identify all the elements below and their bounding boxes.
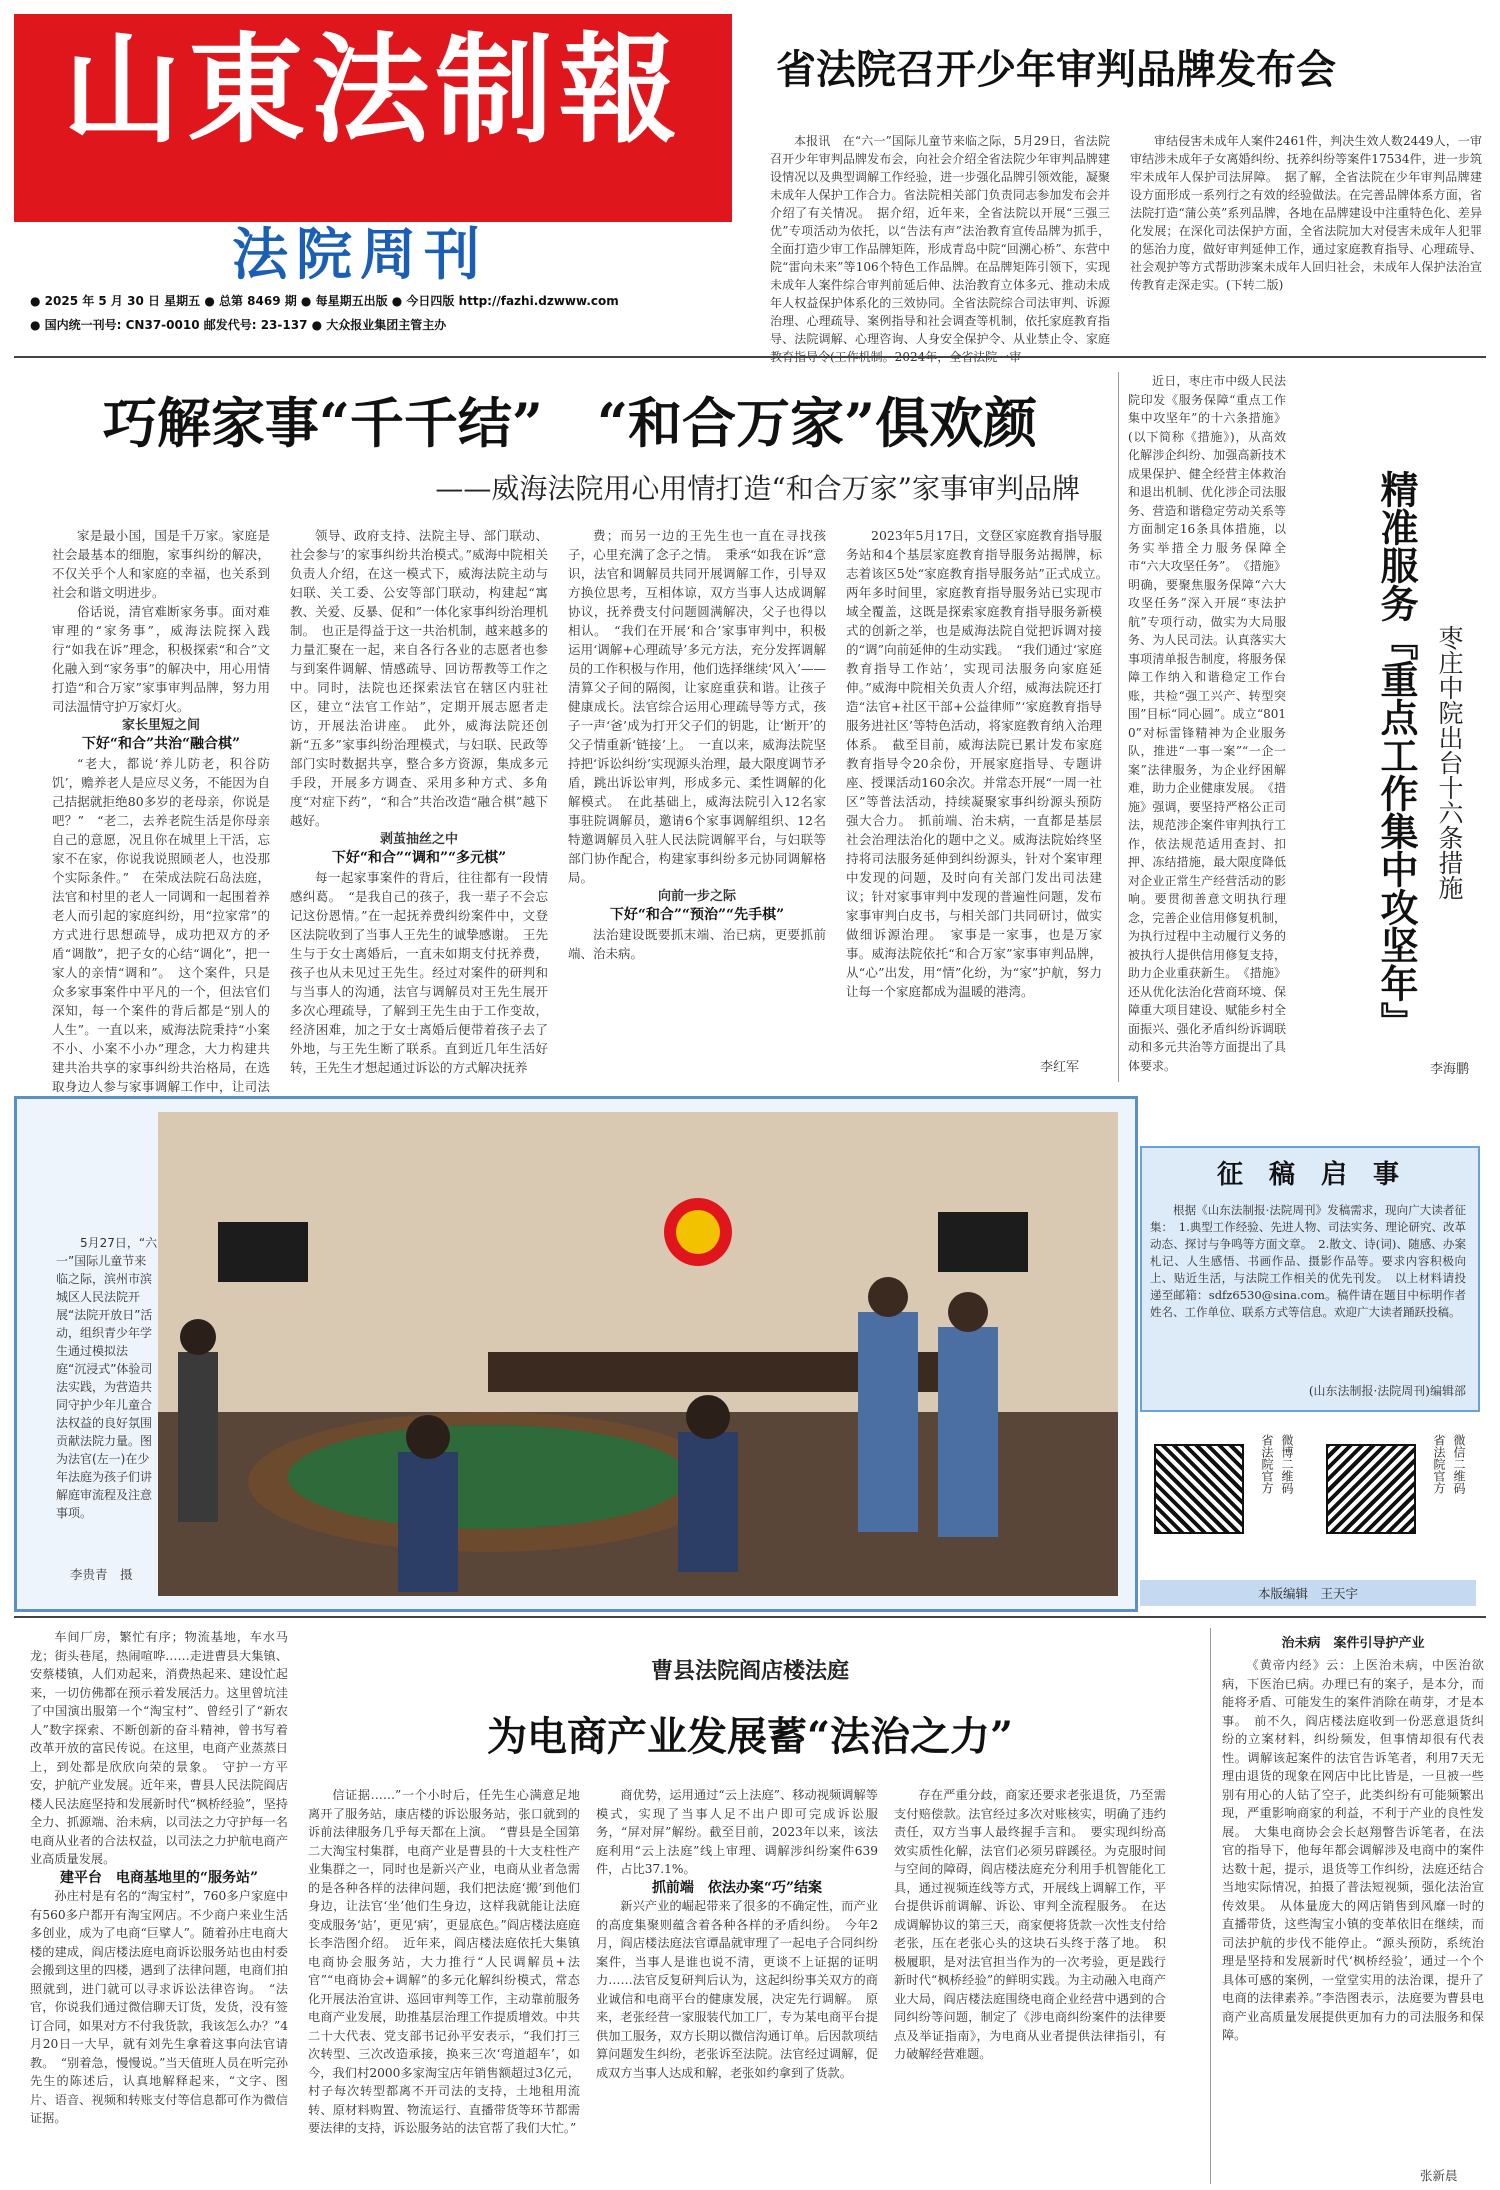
top-story-col2 xyxy=(1130,132,1482,348)
bottom-story-kicker: 曹县法院阎店楼法庭 xyxy=(650,1658,849,1684)
courtroom-photo xyxy=(158,1112,1118,1596)
paragraph: 《黄帝内经》云：上医治未病，中医治欲病，下医治已病。办理已有的案子，是本分，而能将矛盾、可能发生的案件消除在萌芽，才是本事。 前不久，阎店楼法庭收到一份恶意退货纠纷的立案材料，纠纷频发，但事情却很有代表性。调解该起案件的法官告诉笔者，利用7天无理由退货的现象在网店中比比皆是，一旦被一些别有用心的人钻了空子，此类纠纷有可能频繁出现，严重影响商家的利益，不利于产业的良性发展。 大集电商协会会长赵翔瞥告诉笔者，在法官的指导下，他每年都会调解涉及电商中的案件达数十起，提示，退货等工作纠纷，法庭还结合当地实际情况，拍摄了普法短视频，强化法治宣传效果。 从体量庞大的网店销售到风靡一时的直播带货，这些淘宝小镇的变革依旧在继续，而司法护航的步伐不能停止。“源头预防，系统治理是坚持和发展新时代‘枫桥经验’，通过一个个具体可感的案例，一堂堂实用的法治课，提升了电商的法律素养。”李浩图表示，法庭要为曹县电商产业高质量发展提供更加有力的司法服务和保障。 xyxy=(1222,1658,1484,2042)
main-story-col4 xyxy=(846,526,1115,1054)
photo-caption xyxy=(56,1234,158,1520)
main-story-col3 xyxy=(568,526,826,1076)
subhead: 家长里短之间 xyxy=(121,718,200,733)
notice-text: 根据《山东法制报·法院周刊》发稿需求，现向广大读者征集： 1.典型工作经验、先进人物、司法实务、理论研究、改革动态、探讨与争鸣等方面文章。 2.散文、诗(词)、随感、办案札记、人生感悟、书画作品、摄影作品等。要求内容积极向上、贴近生活，与法院工作相关的优先刊发。 以上材料请投递至邮箱：sdfz6530@sina.com。稿件请在题目中标明作者姓名、工作单位、联系方式等信息。欢迎广大读者踊跃投稿。 xyxy=(1150,1203,1466,1319)
newspaper-title: 山東法制報 xyxy=(62,20,683,159)
paragraph: 每一起家事案件的背后，往往都有一段情感纠葛。 “是我自己的孩子，我一辈子不会忘记这份恩情。”在一起抚养费纠纷案件中，文登区法院收到了当事人王先生的诚挚感谢。 王先生与于女士离婚后，一直未如期支付抚养费，孩子也从未见过王先生。经过对案件的研判和与当事人的沟通，法官与调解员对王先生展开多次心理疏导，了解到王先生由于工作变故，经济困难，加之于女士离婚后便带着孩子去了外地，与王先生断了联系。直到近几年生活好转，王先生才想起通过诉讼的方式解决抚养 xyxy=(290,870,548,1075)
top-story-text-2: 审结侵害未成年人案件2461件，判决生效人数2449人，一审审结涉未成年子女离婚纠纷、抚养纠纷等案件17534件，进一步筑牢未成年人保护司法屏障。 据了解，全省法院在少年审判品牌建设方面形成一系列行之有效的经验做法。在完善品牌体系方面，省法院打造“蒲公英”系列品牌，各地在品牌建设中注重特色化、差异化发展；在深化司法保护方面，全省法院加大对侵害未成年人犯罪的惩治力度，做好审判延伸工作，通过家庭教育指导、心理疏导、社会观护等方式帮助涉案未成年人回归社会，未成年人保护法治宣传教育走深走实。(下转二版) xyxy=(1130,134,1482,292)
paragraph: 费；而另一边的王先生也一直在寻找孩子，心里充满了念子之情。 秉承“如我在诉”意识，法官和调解员共同开展调解工作，引导双方换位思考，互相体谅，双方当事人达成调解协议，抚养费支付问题圆满解决，父子也得以相认。 “我们在开展‘和合’家事审判中，积极运用‘调解+心理疏导’多元方法，充分发挥调解员的工作积极与作用，他们选择继续‘风入’——清算父子间的隔阂，让家庭重获和谐。让孩子健康成长。法官综合运用心理疏导等方式，孩子一声‘爸’成为打开父子们的钥匙，让‘断开’的父子情重新‘链接’上。 一直以来，威海法院坚持把‘诉讼纠纷’实现源头治理，最大限度调节矛盾，跳出诉讼审判，形成多元、柔性调解的化解模式。 在此基础上，威海法院引入12名家事驻院调解员，邀请6个家事调解组织、12名特邀调解员入驻人民法院调解平台，与妇联等部门协作配合，构建家事纠纷多元协同调解格局。 xyxy=(568,528,826,885)
paragraph: 近日，枣庄市中级人民法院印发《服务保障“重点工作集中攻坚年”的十六条措施》(以下简称《措施》)，从高效化解涉企纠纷、加强高新技术成果保护、健全经营主体救治和退出机制、优化涉企司法服务、营造和谐稳定劳动关系等方面制定16条具体措施，以务实举措全力服务保障全市“六大攻坚任务”。 《措施》明确，要聚焦服务保障“六大攻坚任务”深入开展“枣法护航”专项行动，做实为大局服务、为人民司法。认真落实大事项清单报告制度，将服务保障工作纳入和谐稳定工作台账，共检“强工兴产、转型突围”目标“同心圆”。成立“8010”对标雷锋精神为企业服务队，推进“一事一案”“一企一案”法律服务，为企业纾困解难，助力企业健康发展。 《措施》强调，要坚持严格公正司法，规范涉企案件审判执行工作，依法规范适用查封、扣押、冻结措施，最大限度降低对企业正常生产经营活动的影响。要贯彻善意文明执行理念，完善企业信用修复机制，为执行过程中主动履行义务的被执行人提供信用修复支持，助力企业重获新生。 《措施》还从优化法治化营商环境、保障重大项目建设、赋能乡村全面振兴、强化矛盾纠纷诉调联动和多元共治等方面提出了具体要求。 xyxy=(1128,374,1286,1073)
bottom-story-col4 xyxy=(894,1786,1166,2184)
divider xyxy=(1210,1628,1211,2184)
bottom-story-col2 xyxy=(308,1786,580,2184)
bottom-story-col1 xyxy=(30,1628,288,2184)
paragraph: 家是最小国，国是千万家。家庭是社会最基本的细胞，家事纠纷的解决，不仅关乎个人和家庭的幸福，也关系到社会和谐文明进步。 xyxy=(52,528,270,600)
bottom-story-col3 xyxy=(596,1786,878,2184)
main-story-col2 xyxy=(290,526,548,1076)
issue-info: ● 2025 年 5 月 30 日 星期五 ● 总第 8469 期 ● 每星期五出版 ● 今日四版 http://fazhi.dzwww.com xyxy=(30,294,619,308)
editor-name: 本版编辑 王天宇 xyxy=(1257,1586,1358,1601)
notice-title: 征 稿 启 事 xyxy=(1216,1160,1399,1190)
bottom-story-byline: 张新晨 xyxy=(1420,2168,1458,2183)
main-story-col1 xyxy=(52,526,270,1094)
divider xyxy=(1118,372,1119,1082)
paragraph: 存在严重分歧，商家还要求老张退货，乃至需支付赔偿款。法官经过多次对账核实，明确了违约责任，双方当事人最终握手言和。 要实现纠纷高效实质性化解，法官们必须另辟蹊径。为克服时间与空间的障碍，阎店楼法庭充分利用手机智能化工具，通过视频连线等方式，开展线上调解工作，平台提供诉前调解、诉讼、审判全流程服务。 在达成调解协议的第三天，商家便将货款一次性支付给老张，压在老张心头的这块石头终于落了地。 积极履职，是对法官担当作为的一次考验，更是践行新时代“枫桥经验”的鲜明实践。为主动融入电商产业大局，阎店楼法庭围绕电商企业经营中遇到的合同纠纷等问题，制定了《涉电商纠纷案件的法律要点及举证指南》，为电商从业者提供法律指引，有力破解经营难题。 xyxy=(894,1788,1166,2061)
bottom-story-headline: 为电商产业发展蓄“法治之力” xyxy=(486,1713,1013,1760)
subhead: 剥茧抽丝之中 xyxy=(379,832,458,847)
subhead: 下好“和合”“调和”“多元棋” xyxy=(331,850,507,866)
photo-credit: 李贵青 摄 xyxy=(70,1567,133,1582)
subhead: 建平台 电商基地里的“服务站” xyxy=(59,1869,259,1886)
qr-label: 微信二维码 xyxy=(1452,1434,1466,1494)
paragraph: “老大，都说‘养儿防老，积谷防饥’，赡养老人是应尽义务，不能因为自己拮据就拒绝80多岁的老母亲，你说是吧？” “老二，去养老院生活是你母亲自己的意愿，况且你在城里上干活，忘家不在家，你说我说照顾老人，也没那个实际条件。” 在荣成法院石岛法庭，法官和村里的老人一同调和一起围着养老人而引起的家庭纠纷，用“拉家常”的方式进行思想疏导，成功把双方的矛盾“调散”，把子女的心结“调化”，把一家人的亲情“调和”。 这个案件，只是众多家事案件中平凡的一个，但法官们深知，每一个案件的背后都是“别人的人生”。一直以来，威海法院秉持“小案不小、小案不小办”理念，大力构建共建共治共享的家事纠纷共治格局，在选取身边人参与家事调解工作中，让司法 xyxy=(52,756,270,1094)
notice-sign: (山东法制报·法院周刊)编辑部 xyxy=(1308,1384,1466,1398)
paragraph: 法治建设既要抓末端、治已病，更要抓前端、治未病。 xyxy=(568,927,826,961)
right-story-byline: 李海鹏 xyxy=(1430,1062,1470,1077)
masthead-banner xyxy=(14,14,732,222)
section-title: 法院周刊 xyxy=(232,223,488,288)
qr-label: 微博二维码 xyxy=(1280,1434,1294,1494)
subhead: 下好“和合”“预治”“先手棋” xyxy=(609,907,785,923)
top-story-col1 xyxy=(770,132,1110,348)
photo-caption-text: 5月27日，“六一”国际儿童节来临之际，滨州市滨城区人民法院开展“法院开放日”活动，组织青少年学生通过模拟法庭“沉浸式”体验司法实践，为营造共同守护少年儿童合法权益的良好氛围贡献法院力量。图为法官(左一)在少年法庭为孩子们讲解庭审流程及注意事项。 xyxy=(56,1236,158,1520)
paragraph: 俗话说，清官难断家务事。面对难审理的“家务事”，威海法院探入践行“如我在诉”理念，积极探索“和合”文化融入到“家务事”的解决中，用心用情打造“和合万家”家事审判品牌，努力用司法温情守护万家灯火。 xyxy=(52,604,270,714)
weibo-qr-code[interactable] xyxy=(1154,1444,1244,1534)
right-story-subheadline: 枣庄中院出台十六条措施 xyxy=(1435,625,1464,900)
bottom-story-col5 xyxy=(1222,1656,1484,2166)
right-story-headline: 精准服务『重点工作集中攻坚年』 xyxy=(1374,470,1419,1040)
right-story-body xyxy=(1128,372,1286,1082)
paragraph: 领导、政府支持、法院主导、部门联动、社会参与’的家事纠纷共治模式。”威海中院相关负责人介绍，在这一模式下，威海法院主动与妇联、关工委、公安等部门联动，构建起“寓教、关爱、反暴、促和”一体化家事纠纷治理机制。 也正是得益于这一共治机制，越来越多的力量汇聚在一起，来自各行各业的志愿者也参与到案件调解、情感疏导、回访帮教等工作之中。同时，法院也还探索法官在辖区内驻社区，建立“法官工作站”，定期开展志愿者走访，开展法治讲座。 此外，威海法院还创新“五多”家事纠纷治理模式，与妇联、民政等部门实时数据共享，整合多方资源，集成多元手段，开展多方调查、采用多种方式、多角度“对症下药”，“和合”共治改造“融合棋”越下越好。 xyxy=(290,528,548,828)
divider xyxy=(14,1616,1486,1618)
subhead: 抓前端 依法办案“巧”结案 xyxy=(651,1879,823,1896)
divider xyxy=(14,356,1486,358)
publisher-info: ● 国内统一刊号: CN37-0010 邮发代号: 23-137 ● 大众报业集团主管主办 xyxy=(30,318,447,332)
top-story-headline: 省法院召开少年审判品牌发布会 xyxy=(776,46,1336,93)
paragraph: 新兴产业的崛起带来了很多的不确定性，而产业的高度集聚则蕴含着各种各样的矛盾纠纷。 今年2月，阎店楼法庭法官谭晶就审理了一起电子合同纠纷案件，当事人是谁也说不清，更谈不上证据的证明力……法官反复研判后认为，这起纠纷事关双方的商业诚信和电商平台的健康发展，决定先行调解。 原来，老张经营一家服装代加工厂，专为某电商平台提供加工服务，双方长期以微信沟通订单。后因款项结算问题发生纠纷，老张诉至法院。法官经过调解，促成双方当事人达成和解，老张如约拿到了货款。 xyxy=(596,1899,878,2080)
paragraph: 车间厂房，繁忙有序；物流基地，车水马龙；街头巷尾，热闹喧哗……走进曹县大集镇、安蔡楼镇，人们劝起来，消费热起来、建设忙起来，一切仿佛都在预示着发展活力。这里曾坑洼了中国演出服第一个“淘宝村”、曾经引了“新农人”数字探索、不断创新的奋斗精神，曾书写着改革开放的富民传说。在这里，电商产业蒸蒸日上，到处都是欣欣向荣的景象。 守护一方平安，护航产业发展。近年来，曹县人民法院阎店楼人民法庭坚持和发展新时代“枫桥经验”，坚持全力、抓源端、治未病，以司法之力守护每一名电商从业者的合法权益，以司法之力护航电商产业高质量发展。 xyxy=(30,1630,288,1866)
subhead: 向前一步之际 xyxy=(657,889,736,904)
main-story-headline: 巧解家事“千千结” “和合万家”俱欢颜 xyxy=(102,391,1038,455)
paragraph: 孙庄村是有名的“淘宝村”，760多户家庭中有560多户都开有淘宝网店。不少商户来业生活多创业，成为了电商“巨擘人”。随着孙庄电商大楼的建成，阎店楼法庭电商诉讼服务站也由村委会搬到这里的四楼，遇到了法律问题，电商们拍照就到，进门就可以寻求诉讼法律咨询。 “法官，你说我们通过微信聊天订货，发货，没有签订合同，如果对方不付我货款，我该怎么办？”4月20日一大早，就有刘先生拿着这事向法官请教。 “别着急，慢慢说。”当天值班人员在听完孙先生的陈述后，认真地解释起来，“文字、图片、语音、视频和转账支付等信息都可作为微信证据。 xyxy=(30,1889,288,2125)
qr-label: 省法院官方 xyxy=(1260,1434,1274,1494)
bottom-side-subhead: 治未病 案件引导护产业 xyxy=(1281,1636,1425,1651)
paragraph: 信证据……”一个小时后，任先生心满意足地离开了服务站，康店楼的诉讼服务站，张口就到的诉前法律服务几乎每天都在上演。 “曹县是全国第二大淘宝村集群，电商产业是曹县的十大支柱性产业集群之一，同时也是新兴产业，电商从业者急需的是各种各样的法律问题，我们把法庭‘搬’到他们身边，让法官‘坐’他们生身边，这样我就能让法庭变成服务‘站’，更见‘病’，更显底色。”阎店楼法庭庭长李浩图介绍。 近年来，阎店楼法庭依托大集镇电商协会服务站，大力推行“人民调解员+法官”“电商协会+调解”的多元化解纠纷模式，常态化开展法治宣讲、巡回审判等工作，主动靠前服务电商产业发展，助推基层治理工作提质增效。中共二十大代表、党支部书记孙平安表示，“我们打三次转型、三次改造承接，换来三次‘弯道超车’，如今，我们村2000多家淘宝店年销售额超过3亿元，村子每次转型都离不开司法的支持，土地租用流转、原材料购置、物流运行、直播带货等环节都需要法律的支持，诉讼服务站的法官帮了我们大忙。” xyxy=(308,1788,580,2135)
wechat-qr-code[interactable] xyxy=(1326,1444,1416,1534)
main-story-byline: 李红军 xyxy=(1040,1060,1080,1075)
subhead: 下好“和合”共治“融合棋” xyxy=(81,736,241,752)
courtroom-illustration xyxy=(158,1112,1118,1596)
top-story-text-1: 本报讯 在“六一”国际儿童节来临之际，5月29日，省法院召开少年审判品牌发布会，向社会介绍全省法院少年审判品牌建设情况以及典型调解工作经验，进一步强化品牌引领效能，凝聚未成年人保护工作合力。省法院相关部门负责同志参加发布会并介绍了有关情况。 据介绍，近年来，全省法院以开展“三强三优”专项活动为依托，以“告法有声”法治教育宣传品牌为抓手，全面打造少审工作品牌矩阵，形成青岛中院“回溯心桥”、东营中院“雷向未来”等106个特色工作品牌。在品牌矩阵引领下，实现未成年人案件综合审判前延后伸、法治教育立体多元、推动未成年人权益保护体系化的三效协同。全省法院综合司法审判、诉源治理、心理疏导、案例指导和社会调查等机制，依托家庭教育指导、法院调解、心理咨询、人身安全保护令、从业禁止令、家庭 xyxy=(770,134,1110,346)
notice-body xyxy=(1150,1202,1466,1376)
paragraph: 2023年5月17日，文登区家庭教育指导服务站和4个基层家庭教育指导服务站揭牌，标志着该区5处“家庭教育指导服务站”正式成立。 两年多时间里，家庭教育指导服务站已实现市域全覆盖，这既是探索家庭教育指导服务新模式的创新之举，也是威海法院自觉把诉调对接的“调”向前延伸的生动实践。 “我们通过‘家庭教育指导工作站’，实现司法服务向家庭延伸。”威海中院相关负责人介绍，威海法院还打造“法官+社区干部+公益律师”‘家庭教育指导服务进社区’等特色活动，将家庭教育纳入治理体系。 截至目前，威海法院已累计发布家庭教育指导令20余份，开展家庭指导、专题讲座、授课活动160余次。并常态开展“一周一社区”等普法活动，持续凝聚家事纠纷源头预防强大合力。 抓前端、治未病，一直都是基层社会治理法治化的题中之义。威海法院始终坚持将司法服务延伸到纠纷源头，针对个案审理中发现的问题，及时向有关部门发出司法建议；针对家事审判中发现的普遍性问题，发布家事审判白皮书，与相关部门共同研讨，做实做细诉源治理。 家事是一家事，也是万家事。威海法院依托“和合万家”家事审判品牌，从“心”出发，用“情”化纷，为“家”护航，努力让每一个家庭都成为温暖的港湾。 xyxy=(846,528,1115,999)
qr-label: 省法院官方 xyxy=(1432,1434,1446,1494)
main-story-subheadline: ——威海法院用心用情打造“和合万家”家事审判品牌 xyxy=(435,472,1080,505)
paragraph: 商优势，运用通过“云上法庭”、移动视频调解等模式，实现了当事人足不出户即可完成诉讼服务，“屏对屏”解纷。截至目前，2023年以来，该法庭利用“云上法庭”线上审理、调解涉纠纷案件639件，占比37.1%。 xyxy=(596,1788,878,1876)
